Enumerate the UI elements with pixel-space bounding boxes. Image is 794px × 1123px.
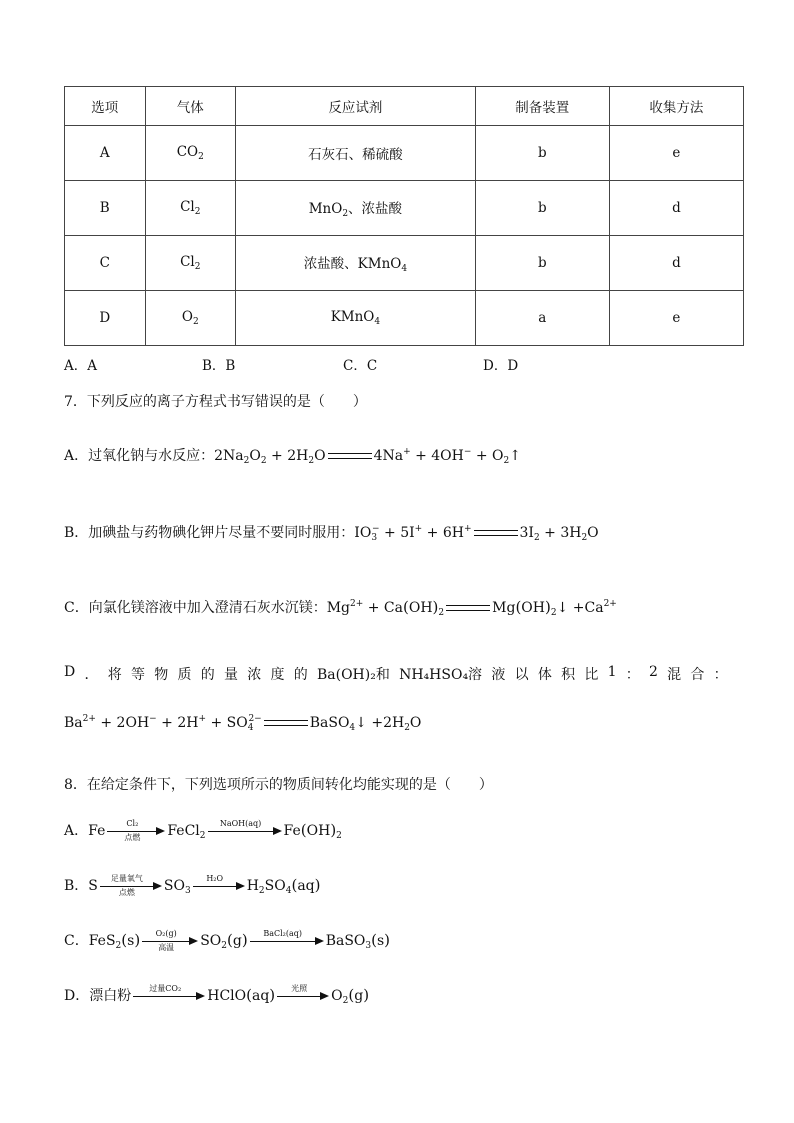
cell-option: D [65, 291, 146, 346]
question-7-option-d-equation: $Ba^{2+} + 2OH^- + 2H^+ + SO_4^{2-}$ BaSO$_4$↓ $+2H_2O$ [64, 714, 422, 733]
cell-gas: $CO_2$ [145, 126, 236, 181]
question-7-option-c[interactable]: C．向氯化镁溶液中加入澄清石灰水沉镁：$Mg^{2+} + Ca(OH)_2$ $Mg(OH)_2↓ +Ca^{2+}$ [64, 598, 617, 618]
question-8-option-c[interactable]: C．FeS$_2$(s) O₂(g) 高温 $SO_2(g)$ BaCl₂(aq) BaSO$_3$(s) [64, 929, 391, 952]
cell-option: C [65, 236, 146, 291]
cell-collect: e [609, 126, 743, 181]
header-option: 选项 [65, 87, 146, 126]
table-header-row [65, 87, 744, 126]
question-8-stem: 8．在给定条件下，下列选项所示的物质间转化均能实现的是（ ） [64, 777, 493, 793]
option-b[interactable]: B．B [202, 358, 236, 374]
reaction-arrow: O₂(g) 高温 [142, 930, 198, 952]
reaction-arrow: H₂O [193, 875, 245, 897]
cell-reagent: MnO$_2$、浓盐酸 [236, 181, 476, 236]
reaction-arrow: 足量氧气 点燃 [100, 875, 162, 897]
cell-device: a [475, 291, 609, 346]
question-8-option-a[interactable]: A．Fe Cl₂ 点燃 FeCl$_2$ NaOH(aq) $Fe(OH)_2$ [64, 819, 342, 842]
header-device: 制备装置 [475, 87, 609, 126]
table-row [65, 126, 744, 181]
question-7-option-d-text[interactable]: D ． 将 等 物 质 的 量 浓 度 的 Ba(OH)₂和 NH₄HSO₄溶 液 以 体 积 比 1 ： 2 混 合 ： [64, 664, 728, 683]
reaction-arrow: 过量CO₂ [133, 985, 205, 1007]
cell-gas: $Cl_2$ [145, 181, 236, 236]
question-6-options [64, 354, 744, 372]
cell-gas: $Cl_2$ [145, 236, 236, 291]
table-row [65, 181, 744, 236]
cell-collect: e [609, 291, 743, 346]
question-7-stem: 7．下列反应的离子方程式书写错误的是（ ） [64, 394, 367, 410]
reaction-arrow: Cl₂ 点燃 [107, 820, 165, 842]
reaction-arrow: 光照 [277, 985, 329, 1007]
cell-reagent: 石灰石、稀硫酸 [236, 126, 476, 181]
cell-device: b [475, 236, 609, 291]
cell-option: A [65, 126, 146, 181]
question-7-option-a[interactable]: A．过氧化钠与水反应：$2Na_2O_2 + 2H_2O$ $4Na^+ + 4OH^- + O_2↑$ [64, 447, 521, 466]
table-row [65, 236, 744, 291]
cell-reagent: KMnO$_4$ [236, 291, 476, 346]
cell-collect: d [609, 181, 743, 236]
cell-device: b [475, 126, 609, 181]
question-7-option-b[interactable]: B．加碘盐与药物碘化钾片尽量不要同时服用：$IO_3^- + 5I^+ + 6H^+$ $3I_2 + 3H_2O$ [64, 524, 599, 543]
cell-collect: d [609, 236, 743, 291]
cell-device: b [475, 181, 609, 236]
header-collect: 收集方法 [609, 87, 743, 126]
cell-gas: $O_2$ [145, 291, 236, 346]
option-a[interactable]: A．A [64, 358, 97, 374]
header-reagent: 反应试剂 [236, 87, 476, 126]
cell-option: B [65, 181, 146, 236]
question-8-option-b[interactable]: B．S 足量氧气 点燃 $SO_3$ H₂O $H_2SO_4(aq)$ [64, 874, 321, 897]
reaction-arrow: BaCl₂(aq) [250, 930, 324, 952]
question-8-option-d[interactable]: D．漂白粉 过量CO₂ HClO(aq) 光照 $O_2(g)$ [64, 984, 370, 1006]
question-6-table [64, 86, 744, 346]
reaction-arrow: NaOH(aq) [208, 820, 282, 842]
option-d[interactable]: D．D [483, 358, 519, 374]
cell-reagent: 浓盐酸、KMnO$_4$ [236, 236, 476, 291]
table-row [65, 291, 744, 346]
header-gas: 气体 [145, 87, 236, 126]
option-c[interactable]: C．C [343, 358, 378, 374]
